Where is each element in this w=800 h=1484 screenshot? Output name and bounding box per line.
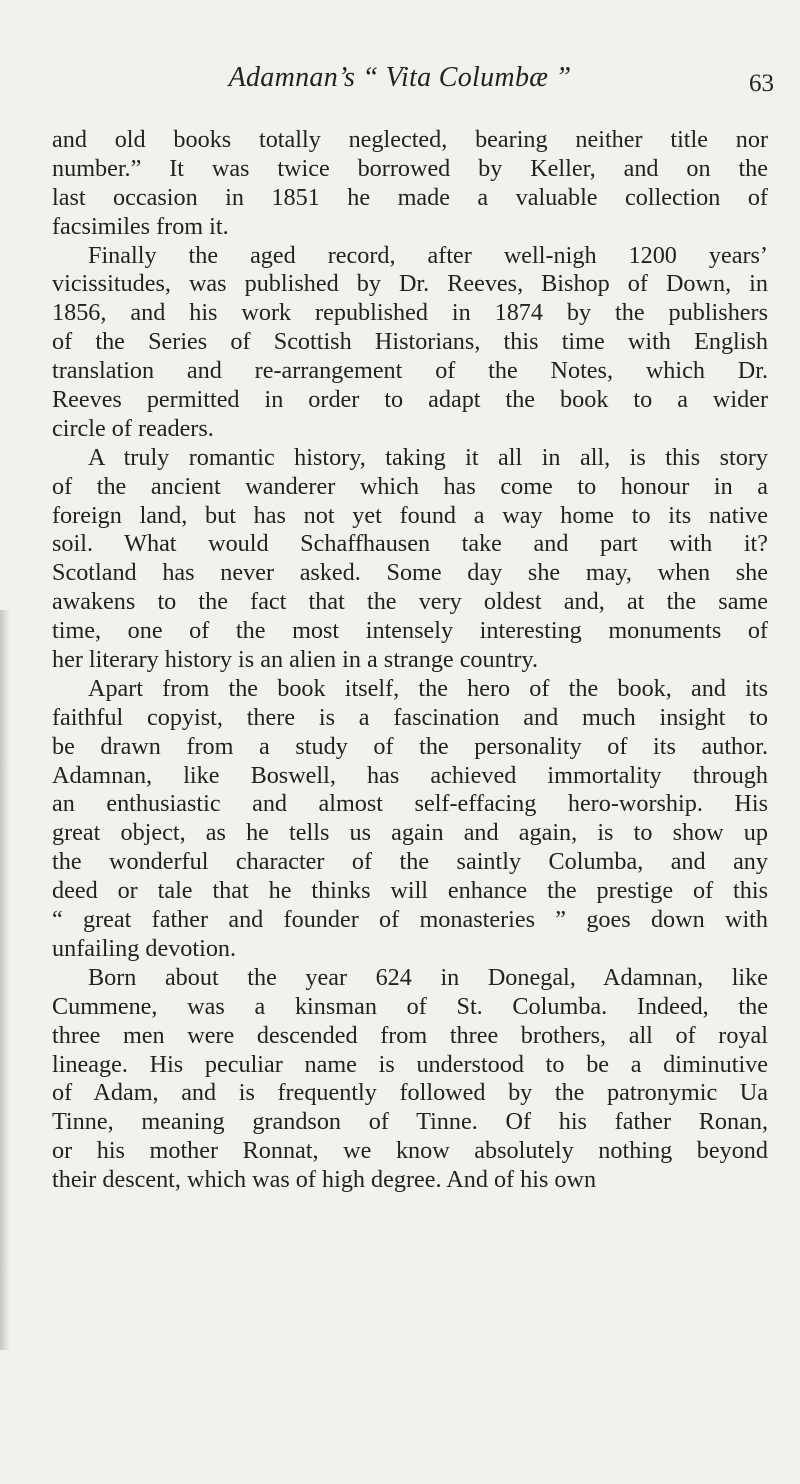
- body-text: [52, 126, 768, 1195]
- text-line: lineage. His peculiar name is understood to be a diminutive: [52, 1050, 768, 1078]
- text-line: last occasion in 1851 he made a valuable collection of: [52, 183, 768, 211]
- text-line: circle of readers.: [52, 414, 214, 442]
- text-line: Reeves permitted in order to adapt the book to a wider: [52, 386, 768, 414]
- text-line: of Adam, and is frequently followed by the patronymic Ua: [52, 1079, 768, 1107]
- text-line: and old books totally neglected, bearing neither title nor: [52, 126, 768, 153]
- text-line: Scotland has never asked. Some day she may, when she: [52, 559, 768, 587]
- text-line: the wonderful character of the saintly Columba, and any: [52, 848, 768, 876]
- paragraph: [52, 964, 768, 1195]
- paragraph: [52, 675, 768, 964]
- text-line: time, one of the most intensely interesting monuments of: [52, 617, 768, 645]
- text-line: facsimiles from it.: [52, 212, 229, 240]
- text-line: Cummene, was a kinsman of St. Columba. Indeed, the: [52, 992, 768, 1020]
- text-line: of the ancient wanderer which has come to honour in a: [52, 472, 768, 500]
- running-head: [0, 62, 800, 102]
- text-line: translation and re-arrangement of the Notes, which Dr.: [52, 357, 768, 385]
- text-line: Finally the aged record, after well-nigh 1200 years’: [88, 241, 768, 269]
- text-line: foreign land, but has not yet found a way home to its native: [52, 501, 768, 529]
- text-line: number.” It was twice borrowed by Keller, and on the: [52, 154, 768, 182]
- text-line: Adamnan, like Boswell, has achieved immortality through: [52, 761, 768, 789]
- text-line: Tinne, meaning grandson of Tinne. Of his father Ronan,: [52, 1108, 768, 1136]
- text-line: vicissitudes, was published by Dr. Reeves, Bishop of Down, in: [52, 270, 768, 298]
- text-line: Born about the year 624 in Donegal, Adamnan, like: [88, 963, 768, 991]
- text-line: A truly romantic history, taking it all in all, is this story: [88, 443, 768, 471]
- paragraph: [52, 126, 768, 242]
- paragraph: [52, 444, 768, 675]
- text-line: of the Series of Scottish Historians, this time with English: [52, 328, 768, 356]
- text-line: unfailing devotion.: [52, 934, 237, 962]
- text-line: her literary history is an alien in a strange country.: [52, 646, 539, 674]
- text-line: soil. What would Schaffhausen take and part with it?: [52, 530, 768, 558]
- text-line: three men were descended from three brothers, all of royal: [52, 1021, 768, 1049]
- text-line: their descent, which was of high degree. And of his own: [52, 1166, 597, 1194]
- text-line: deed or tale that he thinks will enhance the prestige of this: [52, 877, 768, 905]
- text-line: be drawn from a study of the personality of its author.: [52, 732, 768, 760]
- text-line: awakens to the fact that the very oldest and, at the same: [52, 588, 768, 616]
- text-line: “ great father and founder of monasteries ” goes down with: [52, 906, 768, 934]
- text-line: faithful copyist, there is a fascination and much insight to: [52, 703, 768, 731]
- page-number: 63: [749, 70, 774, 97]
- running-title: Adamnan’s “ Vita Columbæ ”: [228, 62, 572, 93]
- text-line: 1856, and his work republished in 1874 by the publishers: [52, 299, 768, 327]
- text-line: or his mother Ronnat, we know absolutely nothing beyond: [52, 1137, 768, 1165]
- text-line: great object, as he tells us again and again, is to show up: [52, 819, 768, 847]
- text-line: an enthusiastic and almost self-effacing hero-worship. His: [52, 790, 768, 818]
- text-line: Apart from the book itself, the hero of the book, and its: [88, 674, 768, 702]
- page-edge-shadow: [0, 610, 10, 1350]
- paragraph: [52, 242, 768, 444]
